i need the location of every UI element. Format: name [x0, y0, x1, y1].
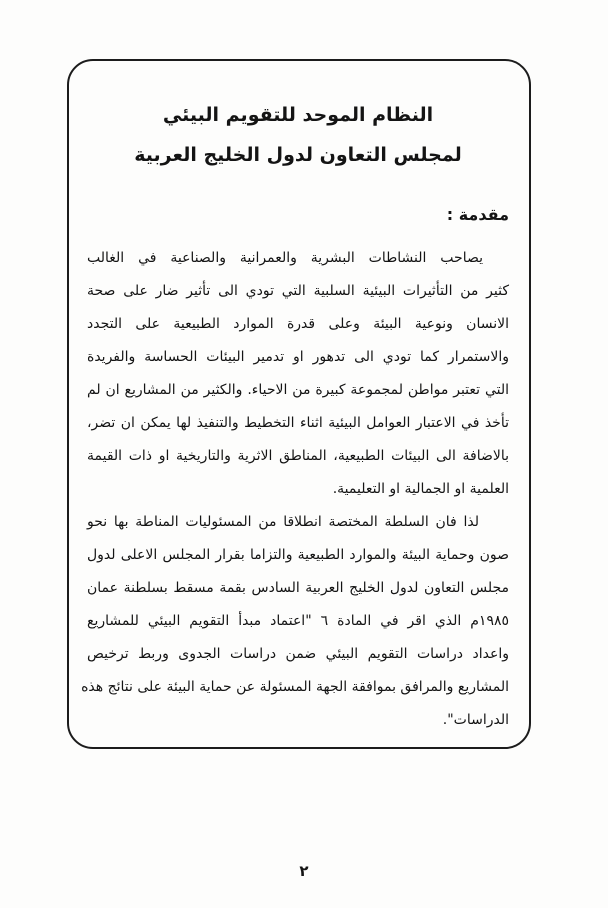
- text-line: واعداد دراسات التقويم البيئي ضمن دراسات الجدوى وربط ترخيص: [87, 646, 509, 662]
- document-body: [81, 242, 509, 737]
- text-line: تأخذ في الاعتبار العوامل البيئية اثناء التخطيط والتنفيذ لها يمكن ان تضر،: [87, 415, 509, 431]
- document-title: [87, 95, 509, 175]
- document-frame: [67, 59, 531, 749]
- section-heading-muqaddima: مقدمة :: [446, 205, 509, 224]
- text-line: بالاضافة الى البيئات الطبيعية، المناطق الاثرية والتاريخية او ذات القيمة: [87, 448, 509, 464]
- text-line: والاستمرار كما تودي الى تدهور او تدمير البيئات الحساسة والفريدة: [87, 349, 509, 365]
- text-line: مجلس التعاون لدول الخليج العربية السادس بقمة مسقط بسلطنة عمان: [87, 580, 509, 596]
- text-line: كثير من التأثيرات البيئية السلبية التي تودي الى تأثير ضار على صحة: [87, 283, 509, 299]
- text-line: ١٩٨٥م الذي اقر في المادة ٦ "اعتماد مبدأ التقويم البيئي للمشاريع: [87, 613, 509, 629]
- text-line: يصاحب النشاطات البشرية والعمرانية والصناعية في الغالب: [87, 250, 483, 266]
- paragraph: [81, 506, 509, 737]
- text-line: صون وحماية البيئة والموارد الطبيعية والتزاما بقرار المجلس الاعلى لدول: [87, 547, 509, 563]
- text-line: لذا فان السلطة المختصة انطلاقا من المسئوليات المناطة بها نحو: [87, 514, 479, 530]
- frame-inner: [69, 95, 529, 737]
- page-number: ٢: [299, 862, 309, 880]
- text-line: العلمية او الجمالية او التعليمية.: [332, 481, 509, 497]
- paragraph: [87, 242, 509, 506]
- title-line-1: النظام الموحد للتقويم البيئي: [162, 104, 434, 126]
- title-line-2: لمجلس التعاون لدول الخليج العربية: [134, 144, 462, 166]
- text-line: التي تعتبر مواطن لمجموعة كبيرة من الاحياء. والكثير من المشاريع ان لم: [87, 382, 509, 398]
- text-line: الدراسات".: [442, 712, 509, 728]
- text-line: الانسان ونوعية البيئة وعلى قدرة الموارد الطبيعية على التجدد: [87, 316, 509, 332]
- text-line: المشاريع والمرافق بموافقة الجهة المسئولة عن حماية البيئة على نتائج هذه: [81, 679, 509, 695]
